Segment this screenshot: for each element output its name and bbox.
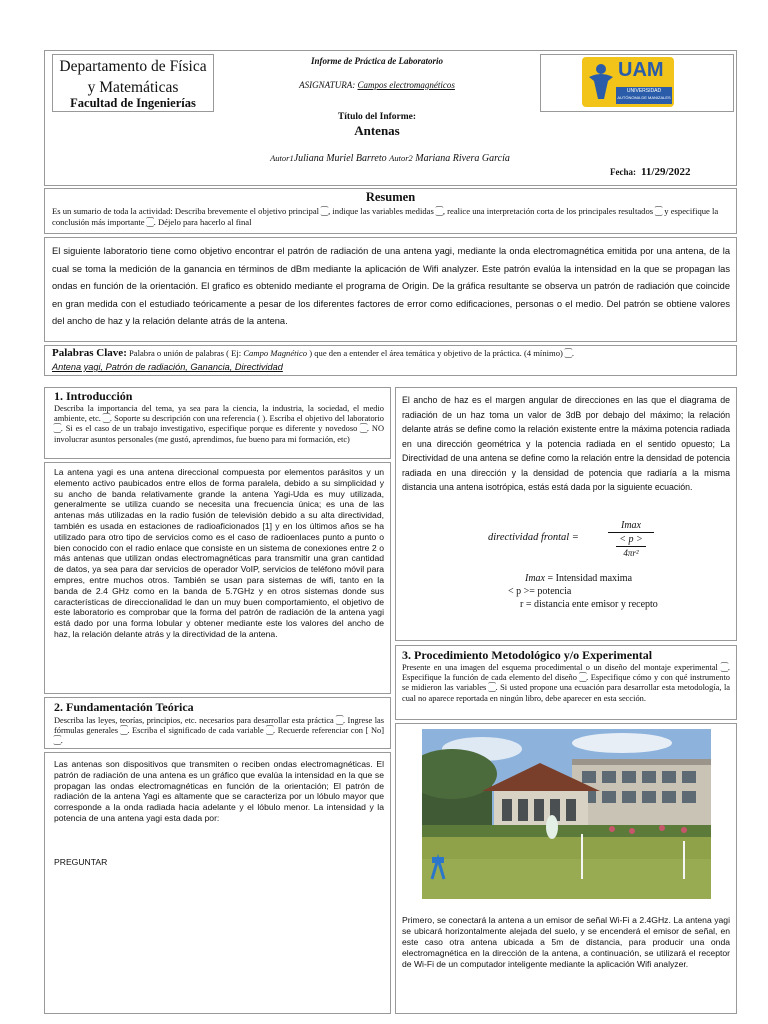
keywords-values: Antena yagi, Patrón de radiación, Ganancia, Directividad — [52, 362, 283, 372]
date-line — [610, 166, 691, 178]
fund-instructions: Describa las leyes, teorías, principios, etc. necesarios para desarrollar esta práctica ⁐. Ingrese las fórmulas generales ⁐. Escriba el significado de cada variable ⁐. Recuerde referenciar con [ No] ⁐. — [54, 716, 384, 746]
date-label: Fecha: — [610, 167, 636, 177]
experiment-photo — [422, 729, 711, 899]
def-p-sym: < p > — [508, 586, 530, 597]
eq-lhs: directividad frontal = — [488, 532, 579, 543]
date-value: 11/29/2022 — [641, 166, 691, 178]
def-p — [490, 585, 658, 598]
eq-den-bottom: 4πr² — [623, 548, 639, 558]
keywords-instructions — [52, 348, 732, 359]
dept-name — [52, 56, 214, 98]
keywords-instr-b: ) que den a entender el área temática y objetivo de la práctica. (4 mínimo) ⁐. — [307, 348, 575, 358]
beam-text: El ancho de haz es el margen angular de direcciones en las que el diagrama de radiación de un haz toma un valor de 3dB por debajo del máximo; la relación delante atrás se define como la relación existente entre la máxima potencia radiada en una dirección geométrica y la potencia radiada en el sentido opuesto; La Directividad de una antena se define como la relación entre la densidad de potencia radiada en una dirección y la densidad de potencia que radiaría a la misma distancia una antena isotrópica, estás está dada por la siguiente ecuación. — [402, 395, 730, 492]
fund-body: Las antenas son dispositivos que transmiten o reciben ondas electromagnéticas. El patrón de radiación de una antena es un gráfico que evalúa la intensidad en la que se propagan las ondas electromagnéticas en función de la orientación; El patrón de radiación de la antena Yagi es altamente que se caracteriza por un lóbulo mayor que corresponde a la onda radiada hacia adelante y el lóbulo menor. La intensidad y la potencia de una antena yagi esta dada por: — [54, 759, 384, 823]
report-title: Antenas — [354, 123, 400, 138]
def-imax — [490, 572, 658, 585]
logo-figure-icon — [586, 61, 616, 101]
author2-name: Mariana Rivera García — [415, 153, 510, 164]
report-type: Informe de Práctica de Laboratorio — [311, 56, 443, 66]
proc-body: Primero, se conectará la antena a un emisor de señal Wi-Fi a 2.4GHz. La antena yagi se ubicará horizontalmente alejada del suelo, y se encenderá el emisor de señal, en este caso otra antena ubicada a 5m de distancia, para producir una onda electromagnética en la dirección de la antena, a continuación, se utilizará el receptor de Wi-Fi de un computador inteligente mediante la aplicación Wifi analyzer. — [402, 915, 730, 969]
authors-line — [150, 153, 630, 164]
eq-fraction — [608, 519, 654, 559]
eq-definitions — [490, 572, 658, 611]
logo-sub1: UNIVERSIDAD — [626, 88, 662, 94]
eq-den-top: < p > — [619, 534, 643, 545]
def-imax-txt: = Intensidad maxima — [545, 573, 633, 584]
def-r: r = distancia ente emisor y recepto — [520, 599, 658, 610]
logo-sub2: AUTÓNOMA DE MANIZALES — [617, 95, 671, 100]
proc-heading: 3. Procedimiento Metodológico y/o Experimental — [402, 648, 653, 662]
resumen-body: El siguiente laboratorio tiene como objetivo encontrar el patrón de radiación de una antena yagi, mediante la onda electromagnética emitida por una antena, de la cual se toma la medición de la ganancia en términos de dBm mediante la aplicación de Wifi analyzer. Este patrón evalúa la intensidad en la que se propagan las ondas en función de la orientación. El grafico es obtenido mediante el programa de Origin. De la gráfica resultante se observa un patrón de radiación que coincide en gran medida con el estudiado teóricamente a pesar de los diferentes factores de error como edificaciones, personas o el medio. Del patrón se obtiene valores del ancho de haz y la relación delante atrás de la antena. — [52, 246, 730, 326]
campus-scene-image — [422, 729, 711, 899]
resumen-instructions: Es un sumario de toda la actividad: Describa brevemente el objetivo principal ⁐, indique las variables medidas ⁐, realice una interpretación corta de los principales resultados ⁐ y especifique la conclusión más importante ⁐. Déjelo para hacerlo al final — [52, 206, 719, 227]
faculty-name: Facultad de Ingenierías — [70, 96, 196, 110]
subject-value: Campos electromagnéticos — [357, 80, 455, 90]
intro-heading: 1. Introducción — [54, 389, 133, 403]
dept-line1: Departamento de Física — [59, 58, 207, 75]
proc-instructions: Presente en una imagen del esquema procedimental o un diseño del montaje experimental ⁐. Especifique la función de cada elemento del diseño ⁐. Especifique cómo y con qué instrumento se midieron las variables ⁐. Si usted propone una ecuación para desarrollar esta metodología, la cual no aparece reportada en ningún libro, debe aparecer en esta sección. — [402, 663, 730, 703]
subject-label: ASIGNATURA: — [299, 80, 356, 90]
fund-note: PREGUNTAR — [54, 857, 108, 867]
author2-label: Autor2 — [389, 153, 413, 163]
university-logo — [582, 57, 674, 107]
resumen-heading: Resumen — [365, 190, 416, 204]
keywords-example: Campo Magnético — [243, 348, 308, 358]
logo-text: UAM — [618, 59, 664, 81]
keywords-instr-a: Palabra o unión de palabras ( Ej: — [129, 348, 244, 358]
intro-instructions: Describa la importancia del tema, ya sea para la ciencia, la industria, la sociedad, el medio ambiente, etc. ⁐. Soporte su descripción con una referencia ( ). Escriba el objetivo del laboratorio ⁐. Si es el caso de un trabajo investigativo, especifique porque es diferente y novedoso ⁐. NO involucrar asuntos personales (me gustó, aprendimos, fue bueno para mi formación, etc) — [54, 404, 384, 444]
dept-line2: y Matemáticas — [87, 79, 179, 96]
subject-line — [214, 80, 540, 90]
author1-label: Autor1 — [270, 153, 294, 163]
eq-numerator: Imax — [621, 520, 641, 531]
fund-heading: 2. Fundamentación Teórica — [54, 700, 194, 714]
def-p-txt: = potencia — [529, 586, 572, 597]
directivity-equation — [488, 519, 678, 569]
keywords-label: Palabras Clave: — [52, 347, 127, 359]
def-imax-sym: Imax — [525, 573, 545, 584]
intro-body: La antena yagi es una antena direccional compuesta por elementos parásitos y un elemento activo paubicados entre ellos de forma paralela, debido a su simplicidad y su ancho de banda relativamente grande la antena Yagi-Uda es muy utilizada, generalmente se utiliza cuando se necesita una frecuencia única; es una de las antenas más utilizadas en la radio fusión de televisión debido a su alta directividad, también es usada en estaciones de radioaficionados [1] y en los últimos años se ha utilizado para otro tipo de servicios como es el caso de radioenlaces punto a punto o bien conocido con el radio enlace que consiste en un sistema de conexiones entre 2 o más antenas que utilizan ondas electromagnéticas para transmitir una gran cantidad de datos, ya sea para dar servicios de operador VoIP, servicios de teléfono móvil para empres, entre muchos otros. También se usan para sistemas de wifi, tanto en la banda de 2.4 GHz como en la banda de 5.7GHz y en otros sistemas donde sus características de direccionalidad le dan un muy buen comportamiento, el objetivo de este laboratorio es comprobar que la forma del patrón de radiación de la antena yagi está dado por una forma lobular y obtener mediante este los valores del ancho de haz, la relación delante atrás y la directividad de la antena. — [54, 467, 384, 639]
author1-name: Juliana Muriel Barreto — [293, 153, 387, 164]
title-label: Título del Informe: — [337, 112, 417, 122]
